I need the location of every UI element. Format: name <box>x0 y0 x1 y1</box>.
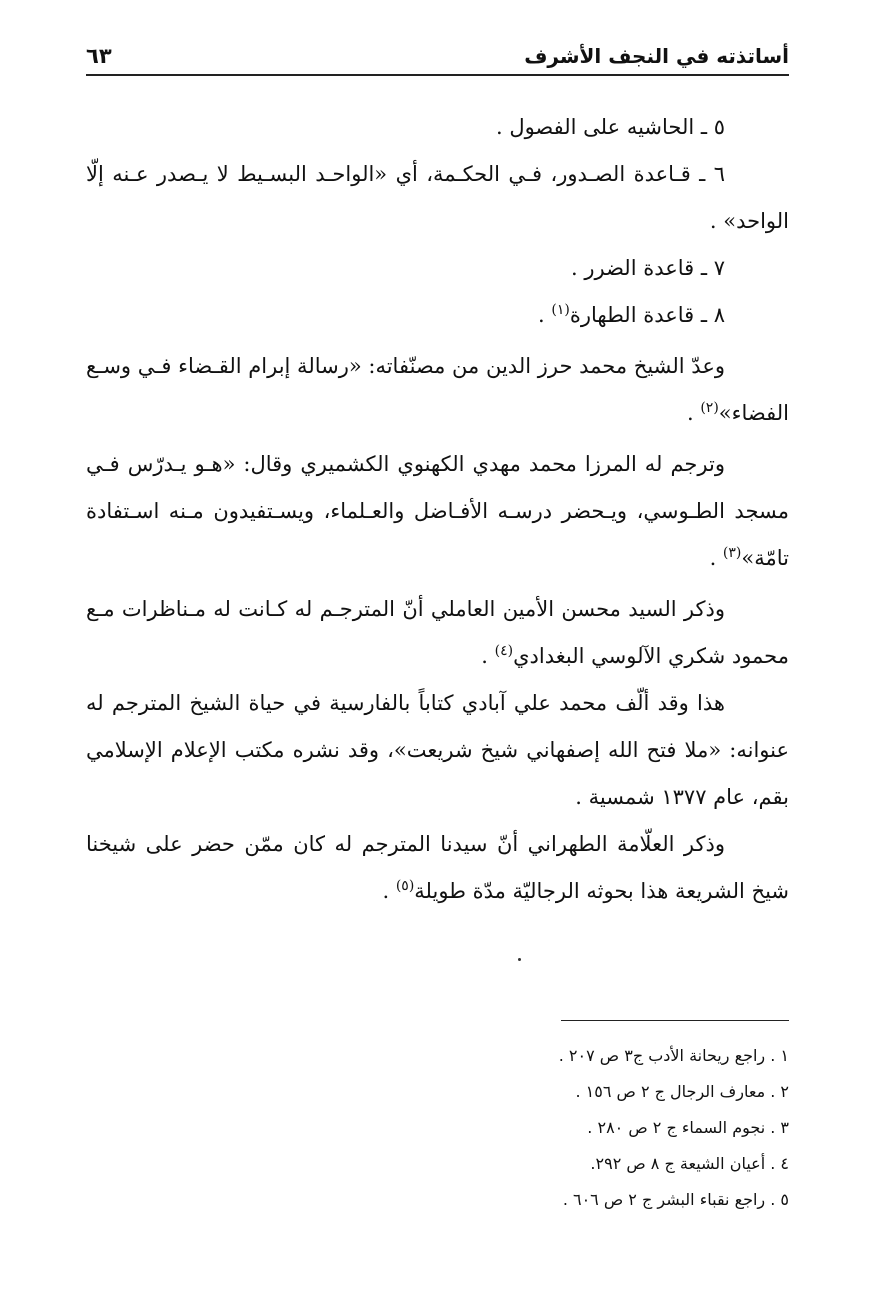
footnote-ref-2[interactable]: (٢) <box>700 400 719 416</box>
list-item-6: ٦ ـ قـاعدة الصـدور، فـي الحكـمة، أي «الواحـد البسـيط لا يـصدر عـنه إلّا الواحد» . <box>86 162 789 233</box>
paragraph-3 <box>86 586 789 680</box>
footnote-3: ٣ . نجوم السماء ج ٢ ص ٢٨٠ . <box>587 1118 789 1137</box>
header-title: أساتذته في النجف الأشرف <box>524 44 789 68</box>
paragraph-1-end: . <box>686 401 701 425</box>
paragraph-1 <box>86 343 789 437</box>
footnote-2: ٢ . معارف الرجال ج ٢ ص ١٥٦ . <box>575 1082 789 1101</box>
header-rule <box>86 74 789 76</box>
footnote-4: ٤ . أعيان الشيعة ج ٨ ص ٢٩٢. <box>590 1154 789 1173</box>
paragraph-5 <box>86 821 789 915</box>
footnotes <box>86 1038 789 1218</box>
paragraph-3-end: . <box>481 644 495 668</box>
list-item-8 <box>86 292 789 339</box>
list-item-8-end: . <box>538 303 552 327</box>
paragraph-2-end: . <box>709 546 723 570</box>
paragraph-5-end: . <box>382 879 396 903</box>
page-number: ٦٣ <box>86 44 112 68</box>
list-item-7: ٧ ـ قاعدة الضرر . <box>571 256 725 280</box>
footnote-ref-1[interactable]: (١) <box>551 302 570 318</box>
list-item-8-text: ٨ ـ قاعدة الطهارة <box>569 303 725 327</box>
footnote-separator <box>561 1020 789 1021</box>
paragraph-2 <box>86 441 789 582</box>
footnote-ref-3[interactable]: (٣) <box>722 545 742 561</box>
stray-dot <box>518 958 521 961</box>
paragraph-5-text: وذكر العلّامة الطهراني أنّ سيدنا المترجم له كان ممّن حضر على شيخنا شيخ الشريعة هذا بحوثه الرجاليّة مدّة طويلة <box>86 832 789 903</box>
footnote-5: ٥ . راجع نقباء البشر ج ٢ ص ٦٠٦ . <box>562 1190 789 1209</box>
footnote-ref-4[interactable]: (٤) <box>494 643 514 659</box>
list-item-5: ٥ ـ الحاشيه على الفصول . <box>495 115 725 139</box>
footnote-ref-5[interactable]: (٥) <box>395 878 415 894</box>
running-header <box>86 38 789 74</box>
paragraph-3-text: وذكر السيد محسن الأمين العاملي أنّ المترجـم له كـانت له مـناظرات مـع محمود شكري الآلوسي البغدادي <box>86 597 789 668</box>
main-text <box>86 104 789 915</box>
paragraph-4: هذا وقد ألّف محمد علي آبادي كتاباً بالفارسية في حياة الشيخ المترجم له عنوانه: «ملا فتح الله إصفهاني شيخ شريعت»، وقد نشره مكتب الإعلام الإسلامي بقم، عام ١٣٧٧ شمسية . <box>86 691 789 809</box>
paragraph-2-text: وترجم له المرزا محمد مهدي الكهنوي الكشميري وقال: «هـو يـدرّس فـي مسجد الطـوسي، ويـحضر درسـه الأفـاضل والعـلماء، ويسـتفيدون مـنه اسـتفادة تامّة» <box>86 452 789 570</box>
footnote-1: ١ . راجع ريحانة الأدب ج٣ ص ٢٠٧ . <box>558 1046 789 1065</box>
paragraph-1-text: وعدّ الشيخ محمد حرز الدين من مصنّفاته: «رسالة إبرام القـضاء فـي وسـع الفضاء» <box>86 354 789 425</box>
